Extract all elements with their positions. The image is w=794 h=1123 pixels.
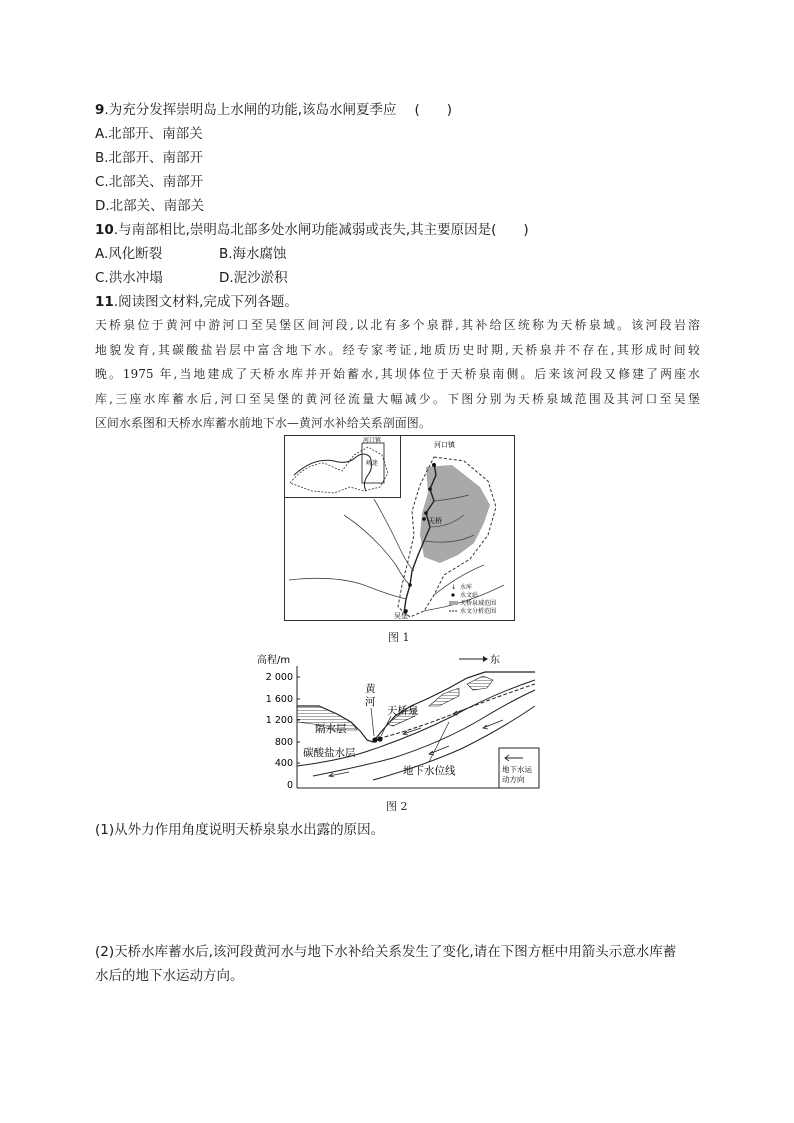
passage-line-2: 地貌发育,其碳酸盐岩层中富含地下水。经专家考证,地质历史时期,天桥泉并不存在,其形成时间较 [95,342,700,357]
spring-point [372,737,377,742]
east-label: 东 [490,655,500,666]
q9-stem [95,100,452,120]
leader-water-table [429,722,449,762]
q9-number: 9 [95,102,105,118]
label-hekou: 河口镇 [434,441,455,449]
y-ticks [266,672,293,791]
tick-2000: 2 000 [265,672,293,683]
station-3 [424,511,428,515]
label-tianqiao: 天桥 [428,517,442,525]
figure-1-caption: 图 1 [388,631,410,644]
leader-spring [381,716,391,736]
section-svg [253,650,543,792]
q9-stem-text: .为充分发挥崇明岛上水闸的功能,该岛水闸夏季应 [104,102,397,118]
q11-stem-text: .阅读图文材料,完成下列各题。 [113,294,298,310]
q9-option-c: C.北部关、南部开 [95,174,204,190]
q10-option-b: B.海水腐蚀 [219,246,287,262]
q10-option-d: D.泥沙淤积 [219,270,288,286]
tick-0: 0 [286,780,293,791]
label-carbonate: 碳酸盐水层 [303,747,356,759]
label-water-table: 地下水位线 [403,765,456,777]
station-2 [428,487,432,491]
q11-sub2-line2: 水后的地下水运动方向。 [95,968,244,984]
legend-reservoir: 水库 [460,584,473,591]
passage-line-1: 天桥泉位于黄河中游河口至吴堡区间河段,以北有多个泉群,其补给区统称为天桥泉域。该河段岩溶 [95,318,700,332]
q11-sub2-line1: (2)天桥水库蓄水后,该河段黄河水与地下水补给关系发生了变化,请在下图方框中用箭头示意水库蓄 [95,944,677,960]
q11-sub1: (1)从外力作用角度说明天桥泉泉水出露的原因。 [95,822,385,838]
passage-line-4: 库,三座水库蓄水后,河口至吴堡的黄河径流量大幅减少。下图分别为天桥泉域范围及其河口至吴堡 [95,391,700,406]
q9-option-d: D.北部关、南部关 [95,198,205,214]
label-huanghe-1: 黄 [365,683,376,695]
q10-options-row1 [95,244,287,264]
flow-legend-line2: 动方向 [502,775,525,784]
q11-stem [95,292,298,312]
y-axis-title: 高程/m [257,655,291,666]
q11-number: 11 [95,294,114,310]
q9-option-a: A.北部开、南部关 [95,126,203,142]
map-svg [284,435,515,621]
legend-station: 水文站 [460,592,479,599]
label-huanghe-2: 河 [365,696,376,708]
q10-stem-text: .与南部相比,崇明岛北部多处水闸功能减弱或丧失,其主要原因是( ) [113,222,529,238]
figure-2-section [253,650,543,792]
label-aquitard: 隔水层 [315,723,347,735]
legend-domain-icon [449,601,458,605]
flow-legend-line1: 地下水运 [502,765,532,774]
inset-label-hekou: 河口镇 [363,437,382,444]
figure-1-map [284,435,515,621]
station-5 [408,583,412,587]
tick-400: 400 [274,758,293,769]
passage-line-5: 区间水系图和天桥水库蓄水前地下水—黄河水补给关系剖面图。 [95,416,431,430]
label-wubao: 吴堡 [394,612,408,620]
passage-line-3: 晚。1975 年,当地建成了天桥水库并开始蓄水,其坝体位于天桥泉南侧。后来该河段又修建了两座水 [95,367,700,381]
q10-stem [95,220,529,240]
tick-1600: 1 600 [265,694,293,705]
legend-analysis: 水文分析范围 [460,608,497,615]
station-tianqiao [422,517,426,521]
leader-huanghe [371,708,374,736]
spring-point-2 [377,736,382,741]
q10-options-row2 [95,268,288,288]
aquitard-right-2 [467,676,493,690]
tick-1200: 1 200 [265,715,293,726]
label-spring: 天桥泉 [387,705,419,717]
figure-2-caption: 图 2 [386,800,408,813]
tick-800: 800 [274,737,293,748]
q11-passage [95,313,700,436]
q10-option-c: C.洪水冲塌 [95,270,163,286]
legend-station-icon [451,593,454,596]
q10-number: 10 [95,222,114,238]
east-arrowhead [483,656,488,662]
inset-label-qiaotou: 峤迷 [366,460,379,467]
legend-domain: 天桥泉域范围 [460,600,497,607]
q9-option-b: B.北部开、南部开 [95,150,204,166]
station-hekou [432,463,436,467]
legend-reservoir-icon: ↓ [451,584,457,591]
q9-answer-blank[interactable]: ( ) [414,102,453,118]
inset-map [285,436,401,498]
q10-option-a: A.风化断裂 [95,246,163,262]
